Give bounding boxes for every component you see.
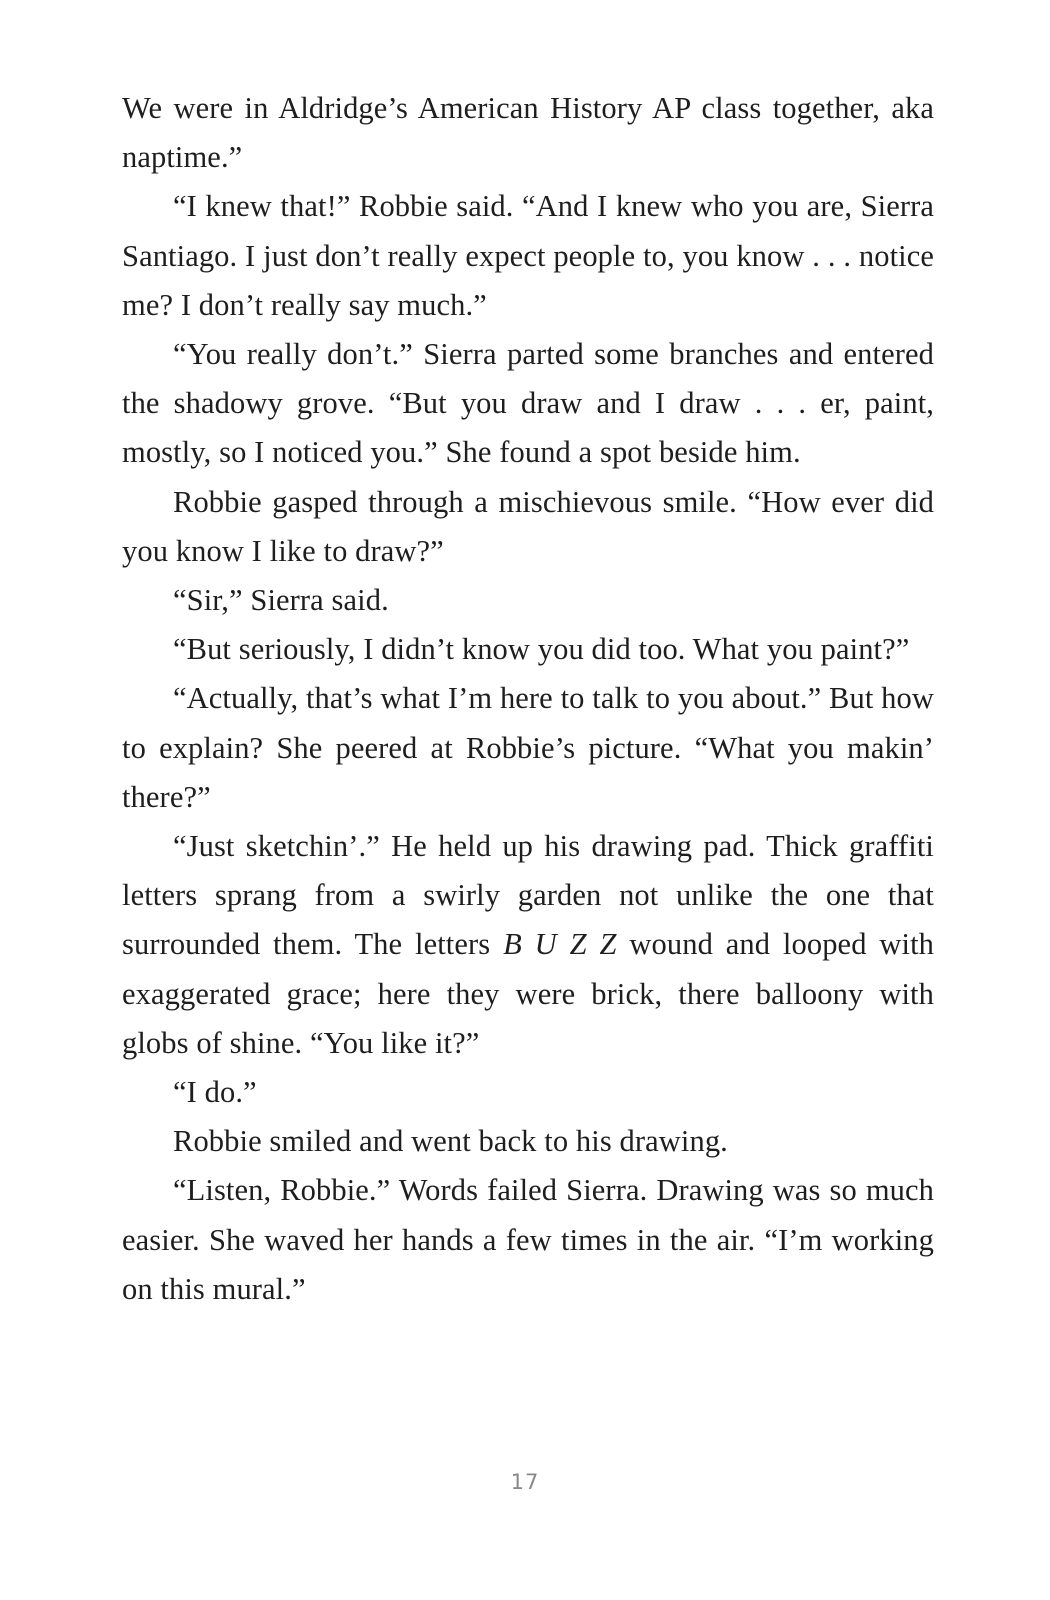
- paragraph: “Listen, Robbie.” Words failed Sierra. Drawing was so much easier. She waved her hands a few times in the air. “I’m working on this mural.”: [122, 1173, 934, 1306]
- paragraph: “I knew that!” Robbie said. “And I knew who you are, Sierra Santiago. I just don’t really expect people to, you know . . . notice me? I don’t really say much.”: [122, 189, 934, 322]
- paragraph: “Actually, that’s what I’m here to talk to you about.” But how to explain? She peered at Robbie’s picture. “What you makin’ there?”: [122, 681, 934, 814]
- paragraph: Robbie gasped through a mischievous smile. “How ever did you know I like to draw?”: [122, 484, 934, 568]
- italic-letters: B U Z Z: [503, 927, 617, 962]
- body-text: [122, 84, 934, 1314]
- paragraph-text: wound and looped with exaggerated grace; here they were brick, there balloony with globs of shine. “You like it?”: [122, 927, 934, 1060]
- paragraph: “I do.”: [173, 1075, 257, 1110]
- paragraph: Robbie smiled and went back to his drawing.: [173, 1124, 728, 1159]
- paragraph: We were in Aldridge’s American History AP class together, aka naptime.”: [122, 91, 934, 175]
- page-number: 17: [510, 1470, 540, 1494]
- paragraph: “You really don’t.” Sierra parted some branches and entered the shadowy grove. “But you draw and I draw . . . er, paint, mostly, so I noticed you.” She found a spot beside him.: [122, 337, 934, 470]
- paragraph: “But seriously, I didn’t know you did too. What you paint?”: [173, 632, 910, 667]
- paragraph: “Sir,” Sierra said.: [173, 583, 389, 618]
- paragraph-text: “Just sketchin’.” He held up his drawing pad. Thick graffiti letters sprang from a swirly garden not unlike the one that surrounded them. The letters: [122, 829, 934, 962]
- paragraph: [122, 822, 934, 1068]
